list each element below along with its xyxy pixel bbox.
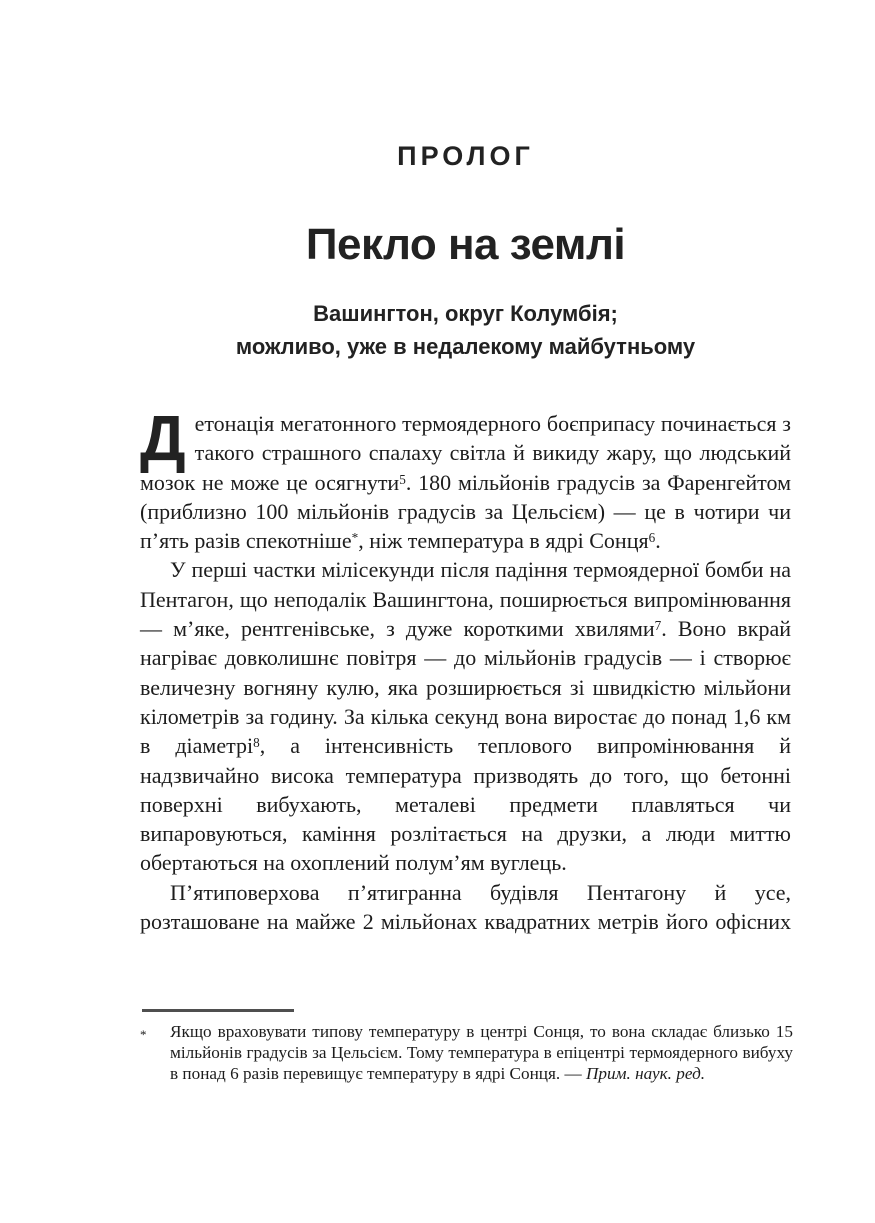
- footnote-reference: 6: [648, 530, 656, 546]
- footnote-reference: 7: [654, 618, 662, 634]
- paragraph: Детонація мегатонного термоядерного боєприпасу починається з такого страшного спалаху світла й викиду жару, що людський мозок не може це осягнути$^5$. 180 мільйонів градусів за Фаренгейтом (приблизно 100 мільйонів градусів за Цельсієм) — це в чотири чи п’ять разів спекотніше*, ніж температура в ядрі Сонця$^6$.: [140, 402, 792, 554]
- subtitle-line-1: Вашингтон, округ Колумбія;: [313, 301, 618, 326]
- footnote-divider: [142, 1009, 294, 1012]
- paragraph: У перші частки мілісекунди після падіння термоядерної бомби на Пентагон, що неподалік Вашингтона, поширюється випромінювання — м’яке, рентгенівське, з дуже короткими хвилями$^7$. Воно вкрай нагріває довколишнє повітря — до мільйонів градусів — і створює величезну вогняну кулю, яка розширюється зі швидкістю мільйони кілометрів за годину. За кілька секунд вона виростає до понад 1,6 км в діаметрі$^8$, а інтенсивність теплового випромінювання й надзвичайно висока температура призводять до того, що бетонні поверхні вибухають, металеві предмети плавляться чи випаровуються, каміння розлітається на друзки, а люди миттю обертаються на охоплений полум’ям вуглець.: [140, 557, 792, 876]
- drop-cap: Д: [140, 402, 186, 474]
- footnote-marker: *: [140, 1026, 147, 1042]
- subtitle-line-2: можливо, уже в недалекому майбутньому: [235, 334, 696, 359]
- footnote-reference: 5: [399, 471, 406, 487]
- chapter-title: Пекло на землі: [305, 220, 626, 269]
- chapter-kicker: ПРОЛОГ: [397, 141, 534, 171]
- footnote: [140, 1009, 793, 1085]
- chapter-subtitle: [140, 297, 791, 363]
- footnote-reference: *: [351, 530, 359, 546]
- footnote-reference: 8: [253, 735, 260, 751]
- footnote-text: Якщо враховувати типову температуру в центрі Сонця, то вона складає близько 15 мільйонів градусів за Цельсієм. Тому температура в епіцентрі термоядерного вибуху в понад 6 разів перевищує температуру в ядрі Сонця. — Прим. наук. ред.: [170, 1021, 793, 1084]
- footnote-row: [140, 1021, 793, 1085]
- paragraph: П’ятиповерхова п’ятигранна будівля Пентагону й усе, розташоване на майже 2 мільйонах квадратних метрів його офісних: [140, 879, 791, 935]
- italic-note: Прим. наук. ред.: [585, 1064, 706, 1084]
- body-text: [140, 402, 792, 936]
